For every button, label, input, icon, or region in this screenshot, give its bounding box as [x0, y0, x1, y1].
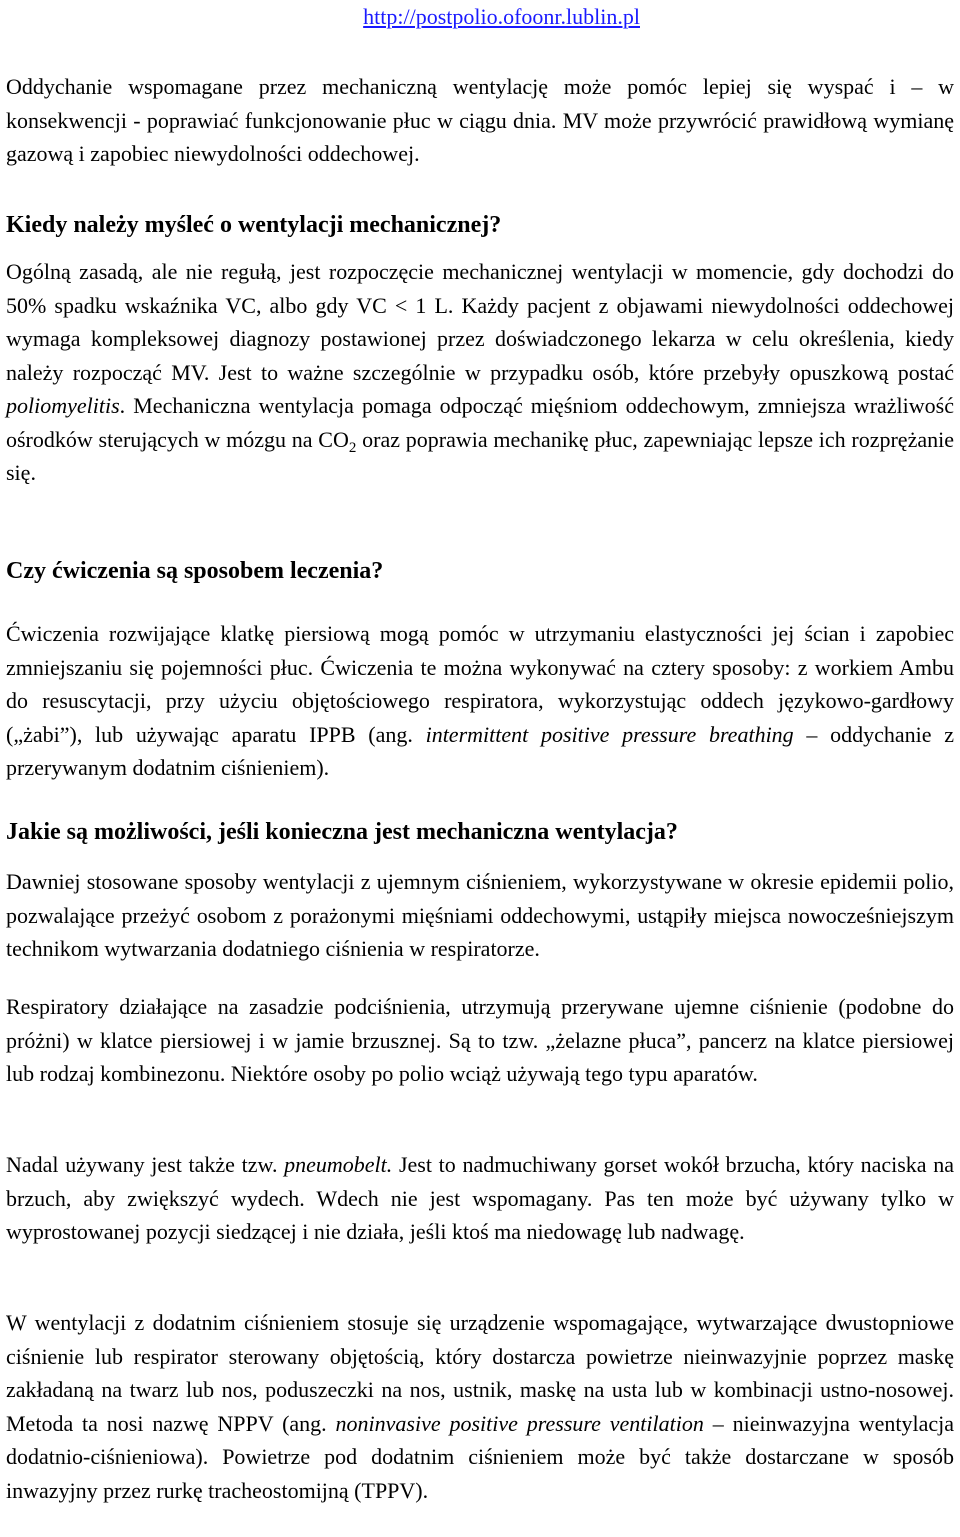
- paragraph-negative-pressure-block: [6, 865, 954, 966]
- intro-paragraph-block: [6, 70, 954, 171]
- header-url-link[interactable]: http://postpolio.ofoonr.lublin.pl: [363, 4, 640, 29]
- paragraph-pneumobelt-block: [6, 1148, 954, 1249]
- p2-italic: intermittent positive pressure breathing: [425, 721, 794, 747]
- p5-text-a: Nadal używany jest także tzw.: [6, 1152, 285, 1177]
- heading-when-ventilation: Kiedy należy myśleć o wentylacji mechanicznej?: [6, 212, 502, 238]
- p6-text-b: – nieinwazyjna wentylacja dodatnio-ciśnieniowa). Powietrze pod dodatnim ciśnieniem może być także dostarczane w sposób inwazyjny przez rurkę tracheostomijną (TPPV).: [6, 1410, 955, 1503]
- p1-text-c: oraz poprawia mechanikę płuc, zapewniając lepsze ich rozprężanie się.: [6, 426, 954, 485]
- p5-text-b: Jest to nadmuchiwany gorset wokół brzucha, który naciska na brzuch, aby zwiększyć wydech. Wdech nie jest wspomagany. Pas ten może być używany tylko w wyprostowanej pozycji siedzącej i nie działa, jeśli ktoś ma niedowagę lub nadwagę.: [6, 1152, 954, 1244]
- paragraph-when-block: [6, 255, 954, 490]
- paragraph-positive-pressure-block: [6, 1306, 954, 1507]
- paragraph-negative-pressure-history: Dawniej stosowane sposoby wentylacji z ujemnym ciśnieniem, wykorzystywane w okresie epidemii polio, pozwalające przeżyć osobom z porażonymi mięśniami oddechowymi, ustąpiły miejsca nowocześniejszym technikom wytwarzania dodatniego ciśnienia w respiratorze.: [6, 869, 954, 961]
- paragraph-pneumobelt: [6, 1148, 954, 1249]
- heading-options: Jakie są możliwości, jeśli konieczna jest mechaniczna wentylacja?: [6, 819, 678, 845]
- heading-options-block: [6, 816, 954, 848]
- p1-subscript: 2: [348, 439, 357, 456]
- paragraph-positive-pressure: [6, 1306, 954, 1507]
- heading-exercise-block: [6, 555, 954, 587]
- paragraph-negative-respirators: Respiratory działające na zasadzie podciśnienia, utrzymują przerywane ujemne ciśnienie (podobne do próżni) w klatce piersiowej i w jamie brzusznej. Są to tzw. „żelazne płuca”, pancerz na klatce piersiowej lub rodzaj kombinezonu. Niektóre osoby po polio wciąż używają tego typu aparatów.: [6, 994, 954, 1086]
- paragraph-exercise-block: [6, 617, 954, 785]
- p6-text-a: W wentylacji z dodatnim ciśnieniem stosuje się urządzenie wspomagające, wytwarzające dwustopniowe ciśnienie lub respirator sterowany objętością, który dostarcza powietrze nieinwazyjnie poprzez maskę zakładaną na twarz lub nos, poduszeczki na nos, ustnik, maskę na usta lub w kombinacji ustno-nosowej. Metoda ta nosi nazwę NPPV (ang.: [6, 1310, 954, 1436]
- p5-italic: pneumobelt.: [284, 1152, 393, 1177]
- paragraph-respirators-block: [6, 990, 954, 1091]
- heading-exercise: Czy ćwiczenia są sposobem leczenia?: [6, 558, 384, 584]
- p2-text-a: Ćwiczenia rozwijające klatkę piersiową mogą pomóc w utrzymaniu elastyczności jej ścian i zapobiec zmniejszaniu się pojemności płuc. Ćwiczenia te można wykonywać na cztery sposoby: z workiem Ambu do resuscytacji, przy użyciu objętościowego respiratora, wykorzystując oddech językowo-gardłowy („żabi”), lub używając aparatu IPPB (ang.: [6, 621, 954, 747]
- intro-paragraph: Oddychanie wspomagane przez mechaniczną wentylację może pomóc lepiej się wyspać i – w konsekwencji - poprawiać funkcjonowanie płuc w ciągu dnia. MV może przywrócić prawidłową wymianę gazową i zapobiec niewydolności oddechowej.: [6, 74, 954, 166]
- p1-text-b: . Mechaniczna wentylacja pomaga odpocząć mięśniom oddechowym, zmniejsza wrażliwość ośrodków sterujących w mózgu na CO: [6, 393, 954, 452]
- p6-italic: noninvasive positive pressure ventilation: [335, 1410, 704, 1436]
- paragraph-exercise: [6, 617, 954, 785]
- p1-text-a: Ogólną zasadą, ale nie regułą, jest rozpoczęcie mechanicznej wentylacji w momencie, gdy dochodzi do 50% spadku wskaźnika VC, albo gdy VC < 1 L. Każdy pacjent z objawami niewydolności oddechowej wymaga kompleksowej diagnozy postawionej przez doświadczonego lekarza w celu określenia, kiedy należy rozpocząć MV. Jest to ważne szczególnie w przypadku osób, które przebyły opuszkową postać: [6, 259, 954, 385]
- p2-text-b: – oddychanie z przerywanym dodatnim ciśnieniem).: [6, 721, 954, 780]
- p1-italic: poliomyelitis: [6, 393, 120, 418]
- paragraph-when-ventilation: [6, 255, 954, 490]
- heading-when-block: [6, 209, 954, 241]
